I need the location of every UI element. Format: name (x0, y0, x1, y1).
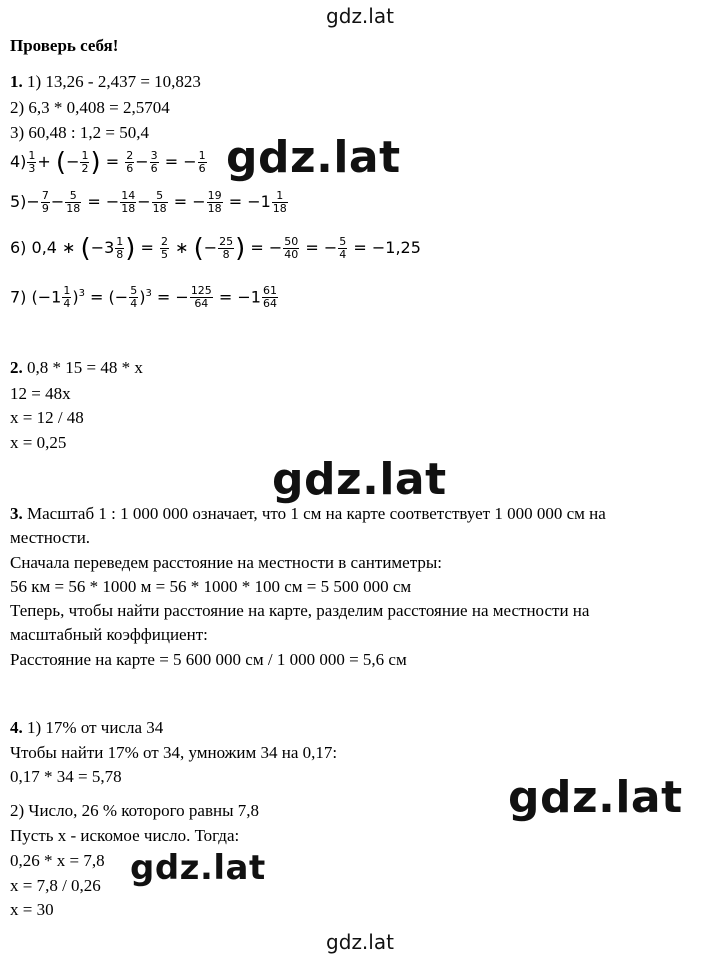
task3-line6: масштабный коэффициент: (10, 625, 208, 644)
fraction: $\frac{61}{64}$ (262, 284, 277, 311)
task2-line1-text: 0,8 * 15 = 48 * x (22, 358, 143, 377)
fraction: $\frac{19}{18}$ (207, 189, 222, 215)
task1-line6: 6) 0,4 ∗ (−3 $\frac{1}{8}$ ) = $\frac{2}{5}$ ∗ (− $\frac{25}{8}$ ) = − $\frac{50}{40}$ = − $\frac{5}{4}$ = −1,25 (10, 233, 421, 264)
task4-line1 (10, 718, 163, 738)
task1-l5-prefix: 5) (10, 192, 27, 211)
fraction: $\frac{1}{8}$ (116, 235, 124, 261)
fraction: $\frac{1}{4}$ (63, 284, 71, 311)
task3-line7: Расстояние на карте = 5 600 000 см / 1 000 000 = 5,6 см (10, 650, 407, 669)
fraction: $\frac{14}{18}$ (121, 189, 136, 215)
watermark-large-3: gdz.lat (508, 772, 683, 823)
watermark-top: gdz.lat (326, 4, 394, 28)
task1-number: 1. (10, 72, 23, 91)
task1-line3: 3) 60,48 : 1,2 = 50,4 (10, 123, 149, 142)
watermark-large-1: gdz.lat (226, 132, 401, 183)
watermark-large-2: gdz.lat (272, 454, 447, 505)
task2-line1 (10, 358, 143, 378)
task4-line5: Пусть x - искомое число. Тогда: (10, 826, 240, 845)
page-title: Проверь себя! (10, 36, 119, 55)
task2-number: 2. (10, 358, 23, 377)
task4-line6: 0,26 * x = 7,8 (10, 851, 105, 870)
fraction: $\frac{2}{6}$ (126, 149, 134, 175)
task1-line7: 7) (−1 $\frac{1}{4}$ )$^3$ = (− $\frac{5}{4}$ )$^3$ = − $\frac{125}{64}$ = −1 $\frac{61}{64}$ (10, 284, 277, 311)
task1-line1-text: 1) 13,26 - 2,437 = 10,823 (22, 72, 201, 91)
task4-line1-text: 1) 17% от числа 34 (22, 718, 164, 737)
task4-line4: 2) Число, 26 % которого равны 7,8 (10, 801, 260, 820)
task1-l7-prefix: 7) (−1 (10, 287, 62, 307)
task1-line4: 4) $\frac{1}{3}$ + (− $\frac{1}{2}$ ) = $\frac{2}{6}$ − $\frac{3}{6}$ = − $\frac{1}{6}$ (10, 147, 206, 178)
fraction: $\frac{7}{9}$ (41, 189, 49, 215)
fraction: $\frac{3}{6}$ (150, 149, 158, 175)
task4-line3: 0,17 * 34 = 5,78 (10, 767, 122, 786)
task1-l6-prefix: 6) 0,4 (10, 238, 57, 257)
task3-line5: Теперь, чтобы найти расстояние на карте, разделим расстояние на местности на (10, 601, 590, 620)
task3-number: 3. (10, 504, 23, 523)
task1-l4-prefix: 4) (10, 152, 27, 171)
task3-line2: местности. (10, 528, 91, 547)
fraction: $\frac{5}{18}$ (66, 189, 81, 215)
fraction: $\frac{1}{2}$ (81, 149, 89, 175)
fraction: $\frac{1}{6}$ (198, 149, 206, 175)
task1-line2: 2) 6,3 * 0,408 = 2,5704 (10, 98, 170, 117)
task3-line1 (10, 504, 606, 524)
task3-line1-text: Масштаб 1 : 1 000 000 означает, что 1 см на карте соответствует 1 000 000 см на (22, 504, 606, 523)
task2-line2: 12 = 48x (10, 384, 71, 403)
watermark-bottom: gdz.lat (326, 930, 394, 954)
fraction: $\frac{5}{18}$ (152, 189, 167, 215)
fraction: $\frac{125}{64}$ (190, 284, 212, 311)
fraction: $\frac{5}{4}$ (339, 235, 347, 261)
task4-line2: Чтобы найти 17% от 34, умножим 34 на 0,17: (10, 743, 338, 762)
task2-line3: x = 12 / 48 (10, 408, 84, 427)
task1-line5: 5)− $\frac{7}{9}$ − $\frac{5}{18}$ = − $\frac{14}{18}$ − $\frac{5}{18}$ = − $\frac{19}{18}$ = −1 $\frac{1}{18}$ (10, 189, 287, 215)
task1-l6-result: −1,25 (371, 238, 421, 257)
watermark-large-4: gdz.lat (130, 848, 266, 888)
fraction: $\frac{1}{18}$ (272, 189, 287, 215)
task3-line4: 56 км = 56 * 1000 м = 56 * 1000 * 100 см = 5 500 000 см (10, 577, 412, 596)
task2-line4: x = 0,25 (10, 433, 67, 452)
fraction: $\frac{50}{40}$ (284, 235, 299, 261)
task1-line1 (10, 72, 201, 92)
fraction: $\frac{25}{8}$ (219, 235, 234, 261)
task4-number: 4. (10, 718, 23, 737)
fraction: $\frac{5}{4}$ (130, 284, 138, 311)
fraction: $\frac{1}{3}$ (28, 149, 36, 175)
fraction: $\frac{2}{5}$ (161, 235, 169, 261)
task3-line3: Сначала переведем расстояние на местности в сантиметры: (10, 553, 443, 572)
task4-line7: x = 7,8 / 0,26 (10, 876, 101, 895)
task4-line8: x = 30 (10, 900, 54, 919)
